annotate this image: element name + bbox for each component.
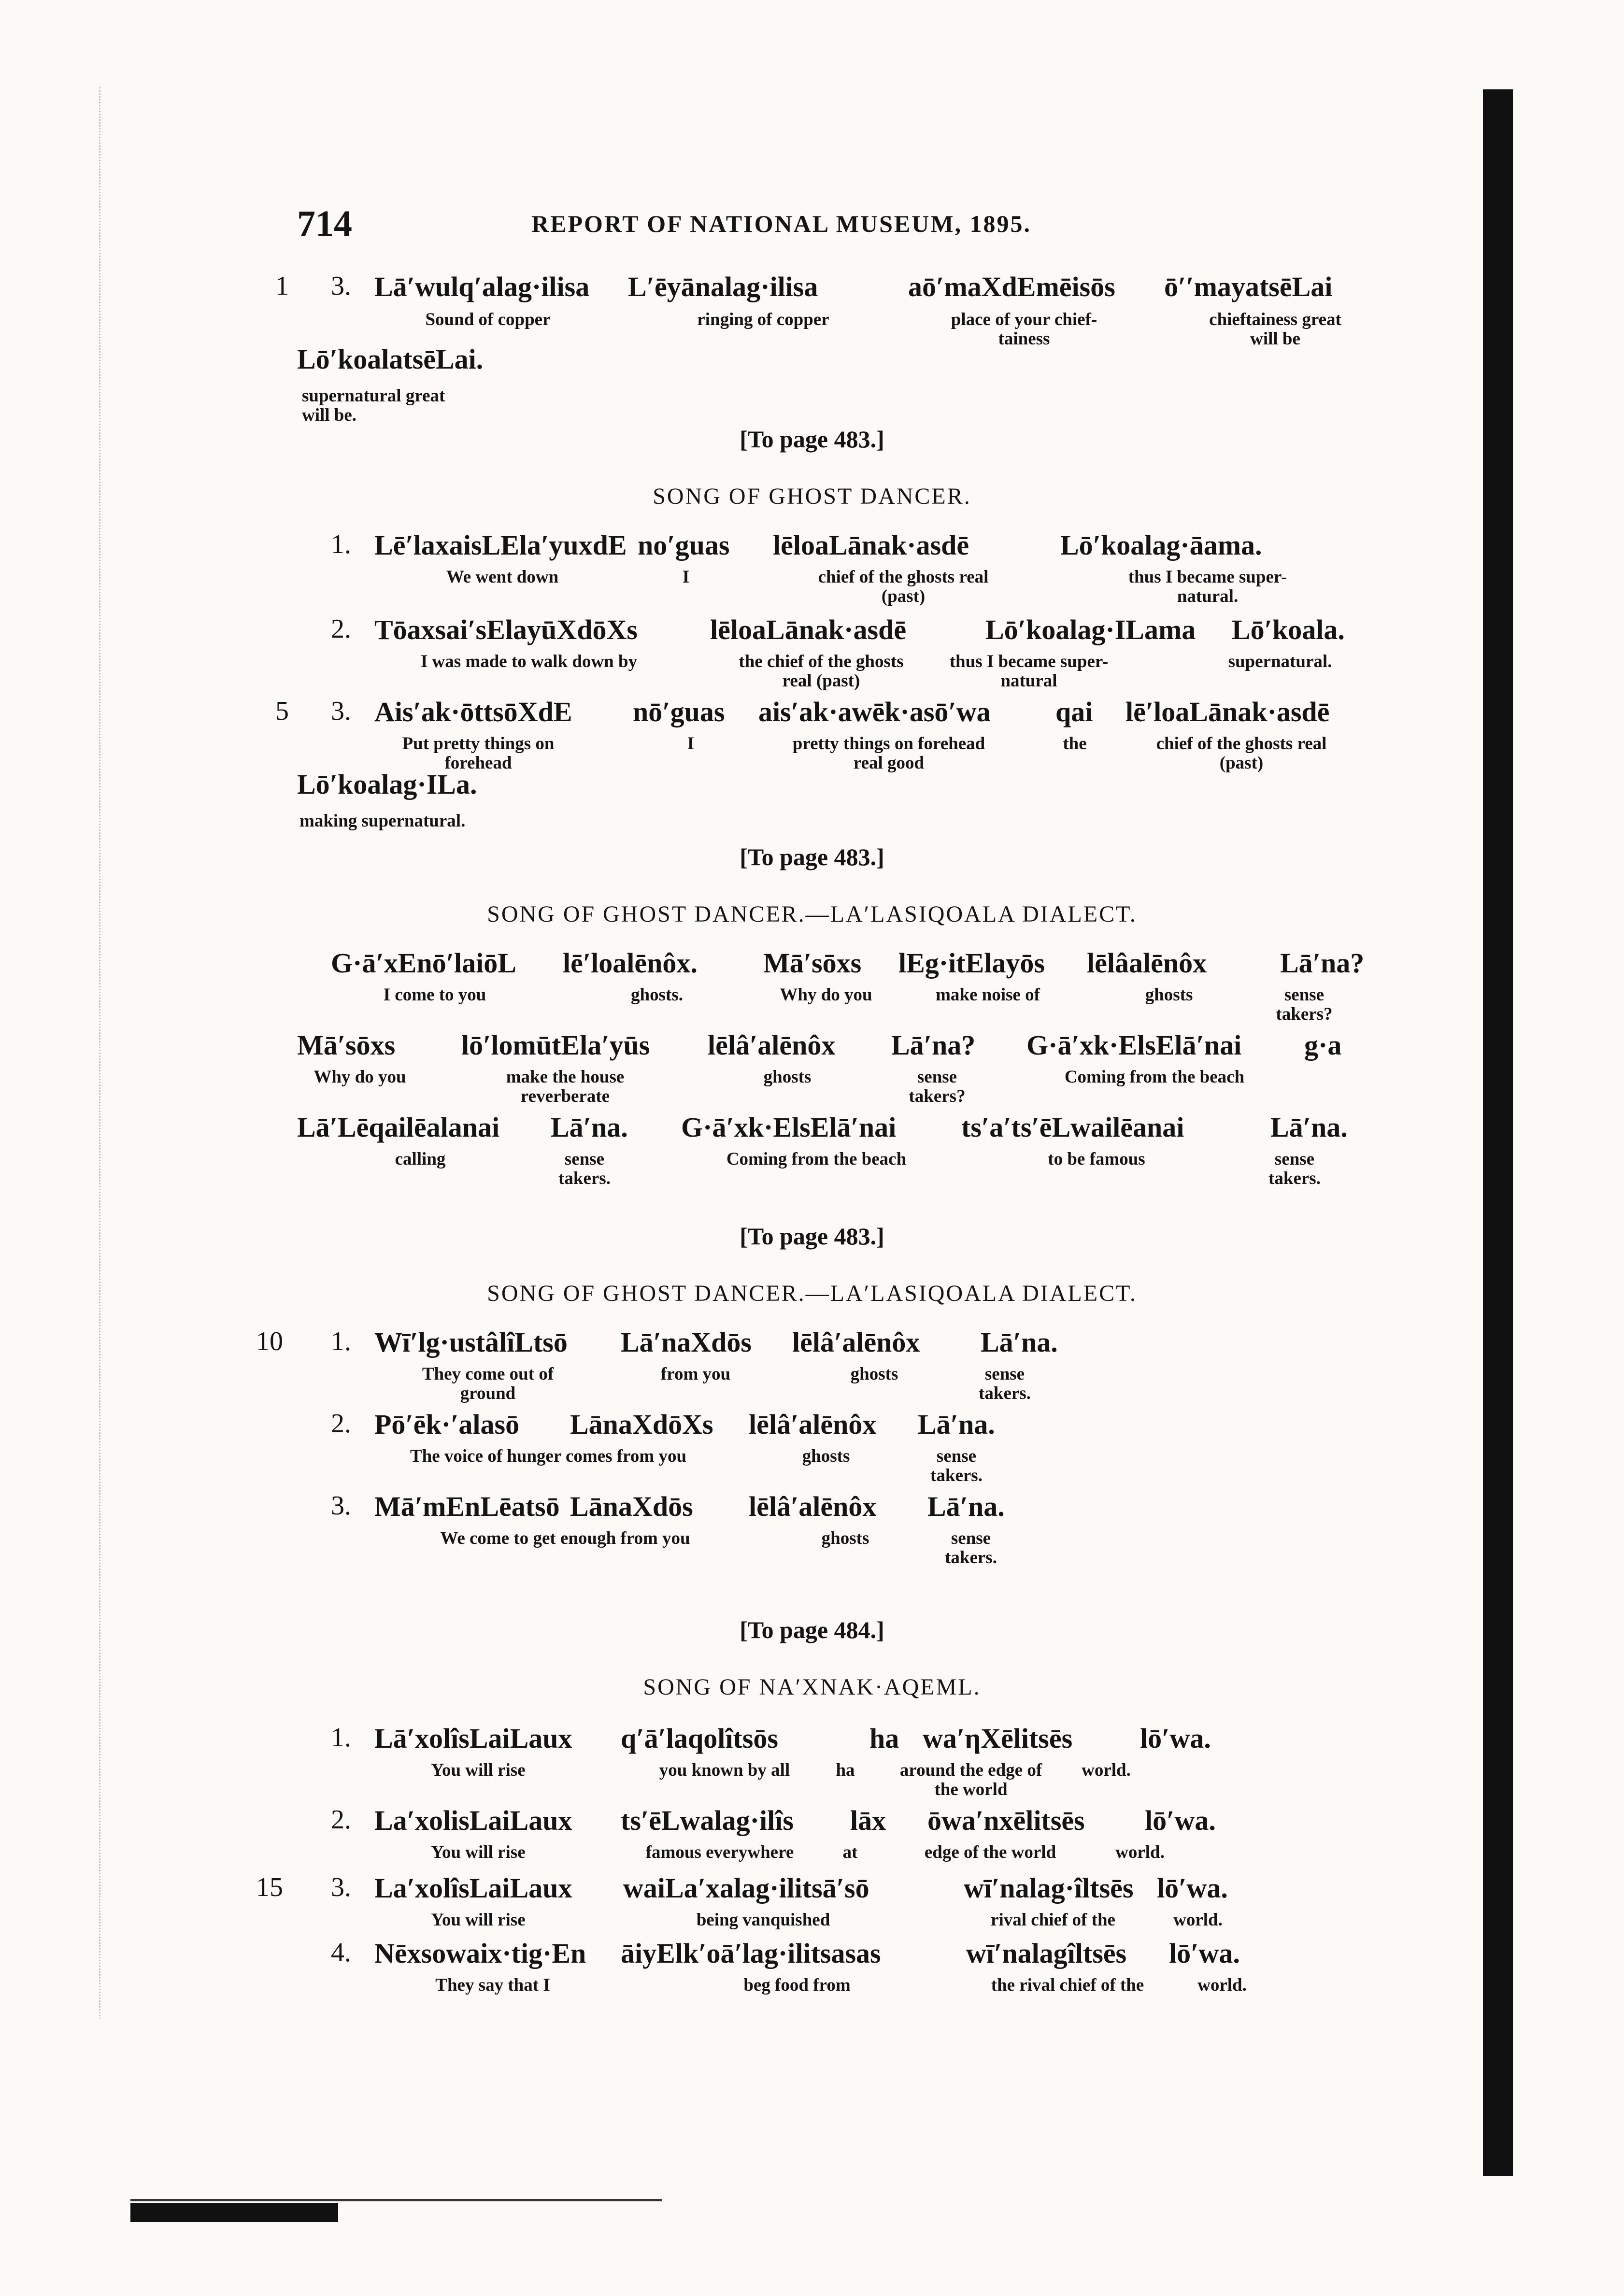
- page-reference: [To page 484.]: [740, 1616, 884, 1643]
- gloss: chief of the ghosts real (past): [1156, 734, 1327, 773]
- gloss: ha: [836, 1760, 855, 1780]
- native-word: ō′′mayatsēLai: [1164, 271, 1333, 302]
- native-word: lēlâ′alēnôx: [708, 1029, 836, 1061]
- native-word: lē′loalēnôx.: [563, 947, 698, 979]
- gloss: place of your chief- tainess: [951, 310, 1097, 349]
- native-word: ais′ak·awēk·asō′wa: [758, 696, 991, 727]
- native-word: Lā′naXdōs: [621, 1326, 752, 1358]
- gloss: famous everywhere: [645, 1842, 794, 1862]
- gloss: pretty things on forehead real good: [792, 734, 985, 773]
- native-word: L′ēyānalag·ilisa: [628, 271, 818, 302]
- native-word: Lō′koalag·ILa.: [297, 769, 477, 800]
- native-word: lēloaLānak·asdē: [710, 614, 907, 645]
- page-reference: [To page 483.]: [740, 426, 884, 453]
- gloss: world.: [1115, 1842, 1165, 1862]
- gloss: You will rise: [431, 1760, 526, 1780]
- gloss: I was made to walk down by: [420, 652, 638, 671]
- native-word: wī′nalagîltsēs: [966, 1938, 1127, 1969]
- gloss: Coming from the beach: [1064, 1067, 1245, 1087]
- native-word: ts′a′ts′ēLwailēanai: [961, 1112, 1184, 1143]
- verse-number: 3.: [331, 696, 351, 726]
- gloss: sense takers.: [1268, 1149, 1321, 1188]
- gloss: We come to get enough from you: [440, 1528, 690, 1548]
- native-word: āiyElk′oā′lag·ilitsasas: [621, 1938, 881, 1969]
- footer-bar: [130, 2203, 338, 2222]
- native-word: lēloaLānak·asdē: [773, 529, 969, 561]
- gloss: ghosts: [821, 1528, 869, 1548]
- native-word: Nēxsowaix·tig·En: [374, 1938, 586, 1969]
- gloss: Coming from the beach: [726, 1149, 907, 1169]
- native-word: G·ā′xEnō′laiōL: [331, 947, 516, 979]
- gloss: sense takers?: [909, 1067, 966, 1106]
- native-word: Lō′koala.: [1232, 614, 1345, 645]
- native-word: lēlâ′alēnôx: [749, 1409, 877, 1440]
- gloss: ghosts: [850, 1364, 898, 1384]
- native-word: Lā′Lēqailēalanai: [297, 1112, 500, 1143]
- native-word: Lē′laxaisLEla′yuxdE: [374, 529, 627, 561]
- gloss: thus I became super- natural.: [1128, 567, 1287, 606]
- native-word: Tōaxsai′sElayūXdōXs: [374, 614, 638, 645]
- gloss: world.: [1173, 1910, 1223, 1930]
- native-word: La′xolisLaiLaux: [374, 1805, 572, 1836]
- gloss: world.: [1197, 1975, 1247, 1995]
- margin-line-number: 15: [256, 1872, 283, 1902]
- native-word: wī′nalag·îltsēs: [964, 1872, 1134, 1904]
- gloss: from you: [660, 1364, 731, 1384]
- native-word: lō′lomūtEla′yūs: [461, 1029, 650, 1061]
- native-word: no′guas: [638, 529, 730, 561]
- native-word: aō′maXdEmēisōs: [908, 271, 1115, 302]
- native-word: LānaXdōs: [570, 1491, 693, 1522]
- gloss: make the house reverberate: [506, 1067, 625, 1106]
- native-word: lēlâ′alēnôx: [792, 1326, 920, 1358]
- gloss: Why do you: [780, 985, 872, 1005]
- native-word: Mā′mEnLēatsō: [374, 1491, 560, 1522]
- native-word: Lō′koalag·āama.: [1060, 529, 1262, 561]
- gloss: edge of the world: [924, 1842, 1056, 1862]
- gloss: You will rise: [431, 1910, 526, 1930]
- gloss: You will rise: [431, 1842, 526, 1862]
- native-word: La′xolîsLaiLaux: [374, 1872, 572, 1904]
- native-word: lēlâ′alēnôx: [749, 1491, 877, 1522]
- verse-number: 4.: [331, 1938, 351, 1968]
- margin-line-number: 1: [275, 271, 289, 301]
- gloss: They say that I: [435, 1975, 550, 1995]
- native-word: nō′guas: [633, 696, 725, 727]
- song-title: SONG OF GHOST DANCER.: [653, 484, 971, 509]
- verse-number: 2.: [331, 1409, 351, 1439]
- gloss: Sound of copper: [425, 310, 551, 329]
- gloss: thus I became super- natural: [949, 652, 1109, 691]
- verse-number: 1.: [331, 1326, 351, 1356]
- native-word: q′ā′laqolîtsōs: [621, 1723, 778, 1754]
- native-word: lō′wa.: [1169, 1938, 1240, 1969]
- native-word: Lā′na?: [1280, 947, 1365, 979]
- native-word: qai: [1055, 696, 1093, 727]
- native-word: Mā′sōxs: [297, 1029, 396, 1061]
- gloss: sense takers.: [979, 1364, 1031, 1403]
- native-word: ha: [869, 1723, 899, 1754]
- gloss: make noise of: [936, 985, 1040, 1005]
- verse-number: 2.: [331, 1805, 351, 1835]
- gloss: the chief of the ghosts real (past): [739, 652, 904, 691]
- native-word: Lā′wulq′alag·ilisa: [374, 271, 590, 302]
- native-word: lē′loaLānak·asdē: [1125, 696, 1330, 727]
- gloss: I: [687, 734, 695, 754]
- native-word: Lā′na.: [551, 1112, 628, 1143]
- gloss: the rival chief of the: [991, 1975, 1144, 1995]
- native-word: lō′wa.: [1157, 1872, 1228, 1904]
- gloss: ringing of copper: [697, 310, 829, 329]
- gloss: the: [1063, 734, 1087, 754]
- gloss: They come out of ground: [422, 1364, 554, 1403]
- gloss: at: [842, 1842, 858, 1862]
- native-word: waiLa′xalag·ilitsā′sō: [623, 1872, 869, 1904]
- verse-number: 3.: [331, 271, 351, 301]
- gloss: around the edge of the world: [899, 1760, 1042, 1799]
- verse-number: 1.: [331, 529, 351, 559]
- gloss: ghosts: [1145, 985, 1193, 1005]
- page-number: 714: [297, 203, 352, 244]
- native-word: G·ā′xk·ElsElā′nai: [1026, 1029, 1242, 1061]
- native-word: wa′ηXēlitsēs: [923, 1723, 1073, 1754]
- native-word: ōwa′nxēlitsēs: [927, 1805, 1085, 1836]
- verse-number: 3.: [331, 1872, 351, 1902]
- page-header: [0, 203, 1624, 242]
- verse-number: 1.: [331, 1723, 351, 1753]
- gloss: rival chief of the: [991, 1910, 1115, 1930]
- native-word: g·a: [1304, 1029, 1342, 1061]
- gloss: sense takers?: [1276, 985, 1333, 1024]
- native-word: Wī′lg·ustâlîLtsō: [374, 1326, 568, 1358]
- native-word: lāx: [850, 1805, 886, 1836]
- song-title: SONG OF GHOST DANCER.—LA′LASIQOALA DIALECT.: [487, 901, 1137, 927]
- native-word: Lā′xolîsLaiLaux: [374, 1723, 572, 1754]
- gloss: Put pretty things on forehead: [402, 734, 555, 773]
- native-word: Ais′ak·ōttsōXdE: [374, 696, 572, 727]
- native-word: lēlâalēnôx: [1087, 947, 1207, 979]
- gloss: ghosts.: [631, 985, 683, 1005]
- gloss: I: [682, 567, 690, 587]
- gloss: chieftainess great will be: [1209, 310, 1341, 349]
- gloss: supernatural great will be.: [302, 386, 445, 425]
- gloss: sense takers.: [930, 1446, 983, 1485]
- gloss: making supernatural.: [299, 811, 466, 831]
- footer-rule: [130, 2199, 662, 2201]
- native-word: Lō′koalatsēLai.: [297, 343, 484, 375]
- gloss: supernatural.: [1228, 652, 1332, 671]
- gloss: ghosts: [763, 1067, 812, 1087]
- gloss: I come to you: [383, 985, 486, 1005]
- page-reference: [To page 483.]: [740, 1223, 884, 1250]
- native-word: lEg·itElayōs: [898, 947, 1045, 979]
- native-word: lō′wa.: [1140, 1723, 1211, 1754]
- gloss: world.: [1082, 1760, 1131, 1780]
- native-word: Lā′na?: [891, 1029, 976, 1061]
- gloss: to be famous: [1048, 1149, 1145, 1169]
- gloss: The voice of hunger comes from you: [410, 1446, 687, 1466]
- gloss: being vanquished: [696, 1910, 830, 1930]
- gloss: chief of the ghosts real (past): [818, 567, 989, 606]
- native-word: Lā′na.: [981, 1326, 1058, 1358]
- native-word: Pō′ēk·′alasō: [374, 1409, 520, 1440]
- running-head: REPORT OF NATIONAL MUSEUM, 1895.: [531, 210, 1032, 237]
- native-word: lō′wa.: [1145, 1805, 1216, 1836]
- native-word: Lō′koalag·ILama: [985, 614, 1196, 645]
- scan-edge-bar: [1483, 89, 1513, 2176]
- song-title: SONG OF NA′XNAK·AQEML.: [643, 1674, 981, 1700]
- gloss: ghosts: [802, 1446, 850, 1466]
- gloss: beg food from: [743, 1975, 851, 1995]
- gloss: We went down: [446, 567, 559, 587]
- native-word: Lā′na.: [927, 1491, 1005, 1522]
- native-word: Lā′na.: [1270, 1112, 1348, 1143]
- native-word: Mā′sōxs: [763, 947, 862, 979]
- native-word: LānaXdōXs: [570, 1409, 713, 1440]
- native-word: ts′ēLwalag·ilîs: [621, 1805, 794, 1836]
- gloss: you known by all: [659, 1760, 790, 1780]
- margin-line-number: 10: [256, 1326, 283, 1356]
- gloss: sense takers.: [558, 1149, 611, 1188]
- gloss: Why do you: [313, 1067, 406, 1087]
- margin-line-number: 5: [275, 696, 289, 726]
- binding-edge-marks: [99, 87, 105, 2019]
- gloss: calling: [395, 1149, 446, 1169]
- native-word: Lā′na.: [918, 1409, 995, 1440]
- song-title: SONG OF GHOST DANCER.—LA′LASIQOALA DIALECT.: [487, 1281, 1137, 1306]
- gloss: sense takers.: [945, 1528, 997, 1568]
- page-reference: [To page 483.]: [740, 843, 884, 870]
- native-word: G·ā′xk·ElsElā′nai: [681, 1112, 897, 1143]
- verse-number: 3.: [331, 1491, 351, 1521]
- verse-number: 2.: [331, 614, 351, 644]
